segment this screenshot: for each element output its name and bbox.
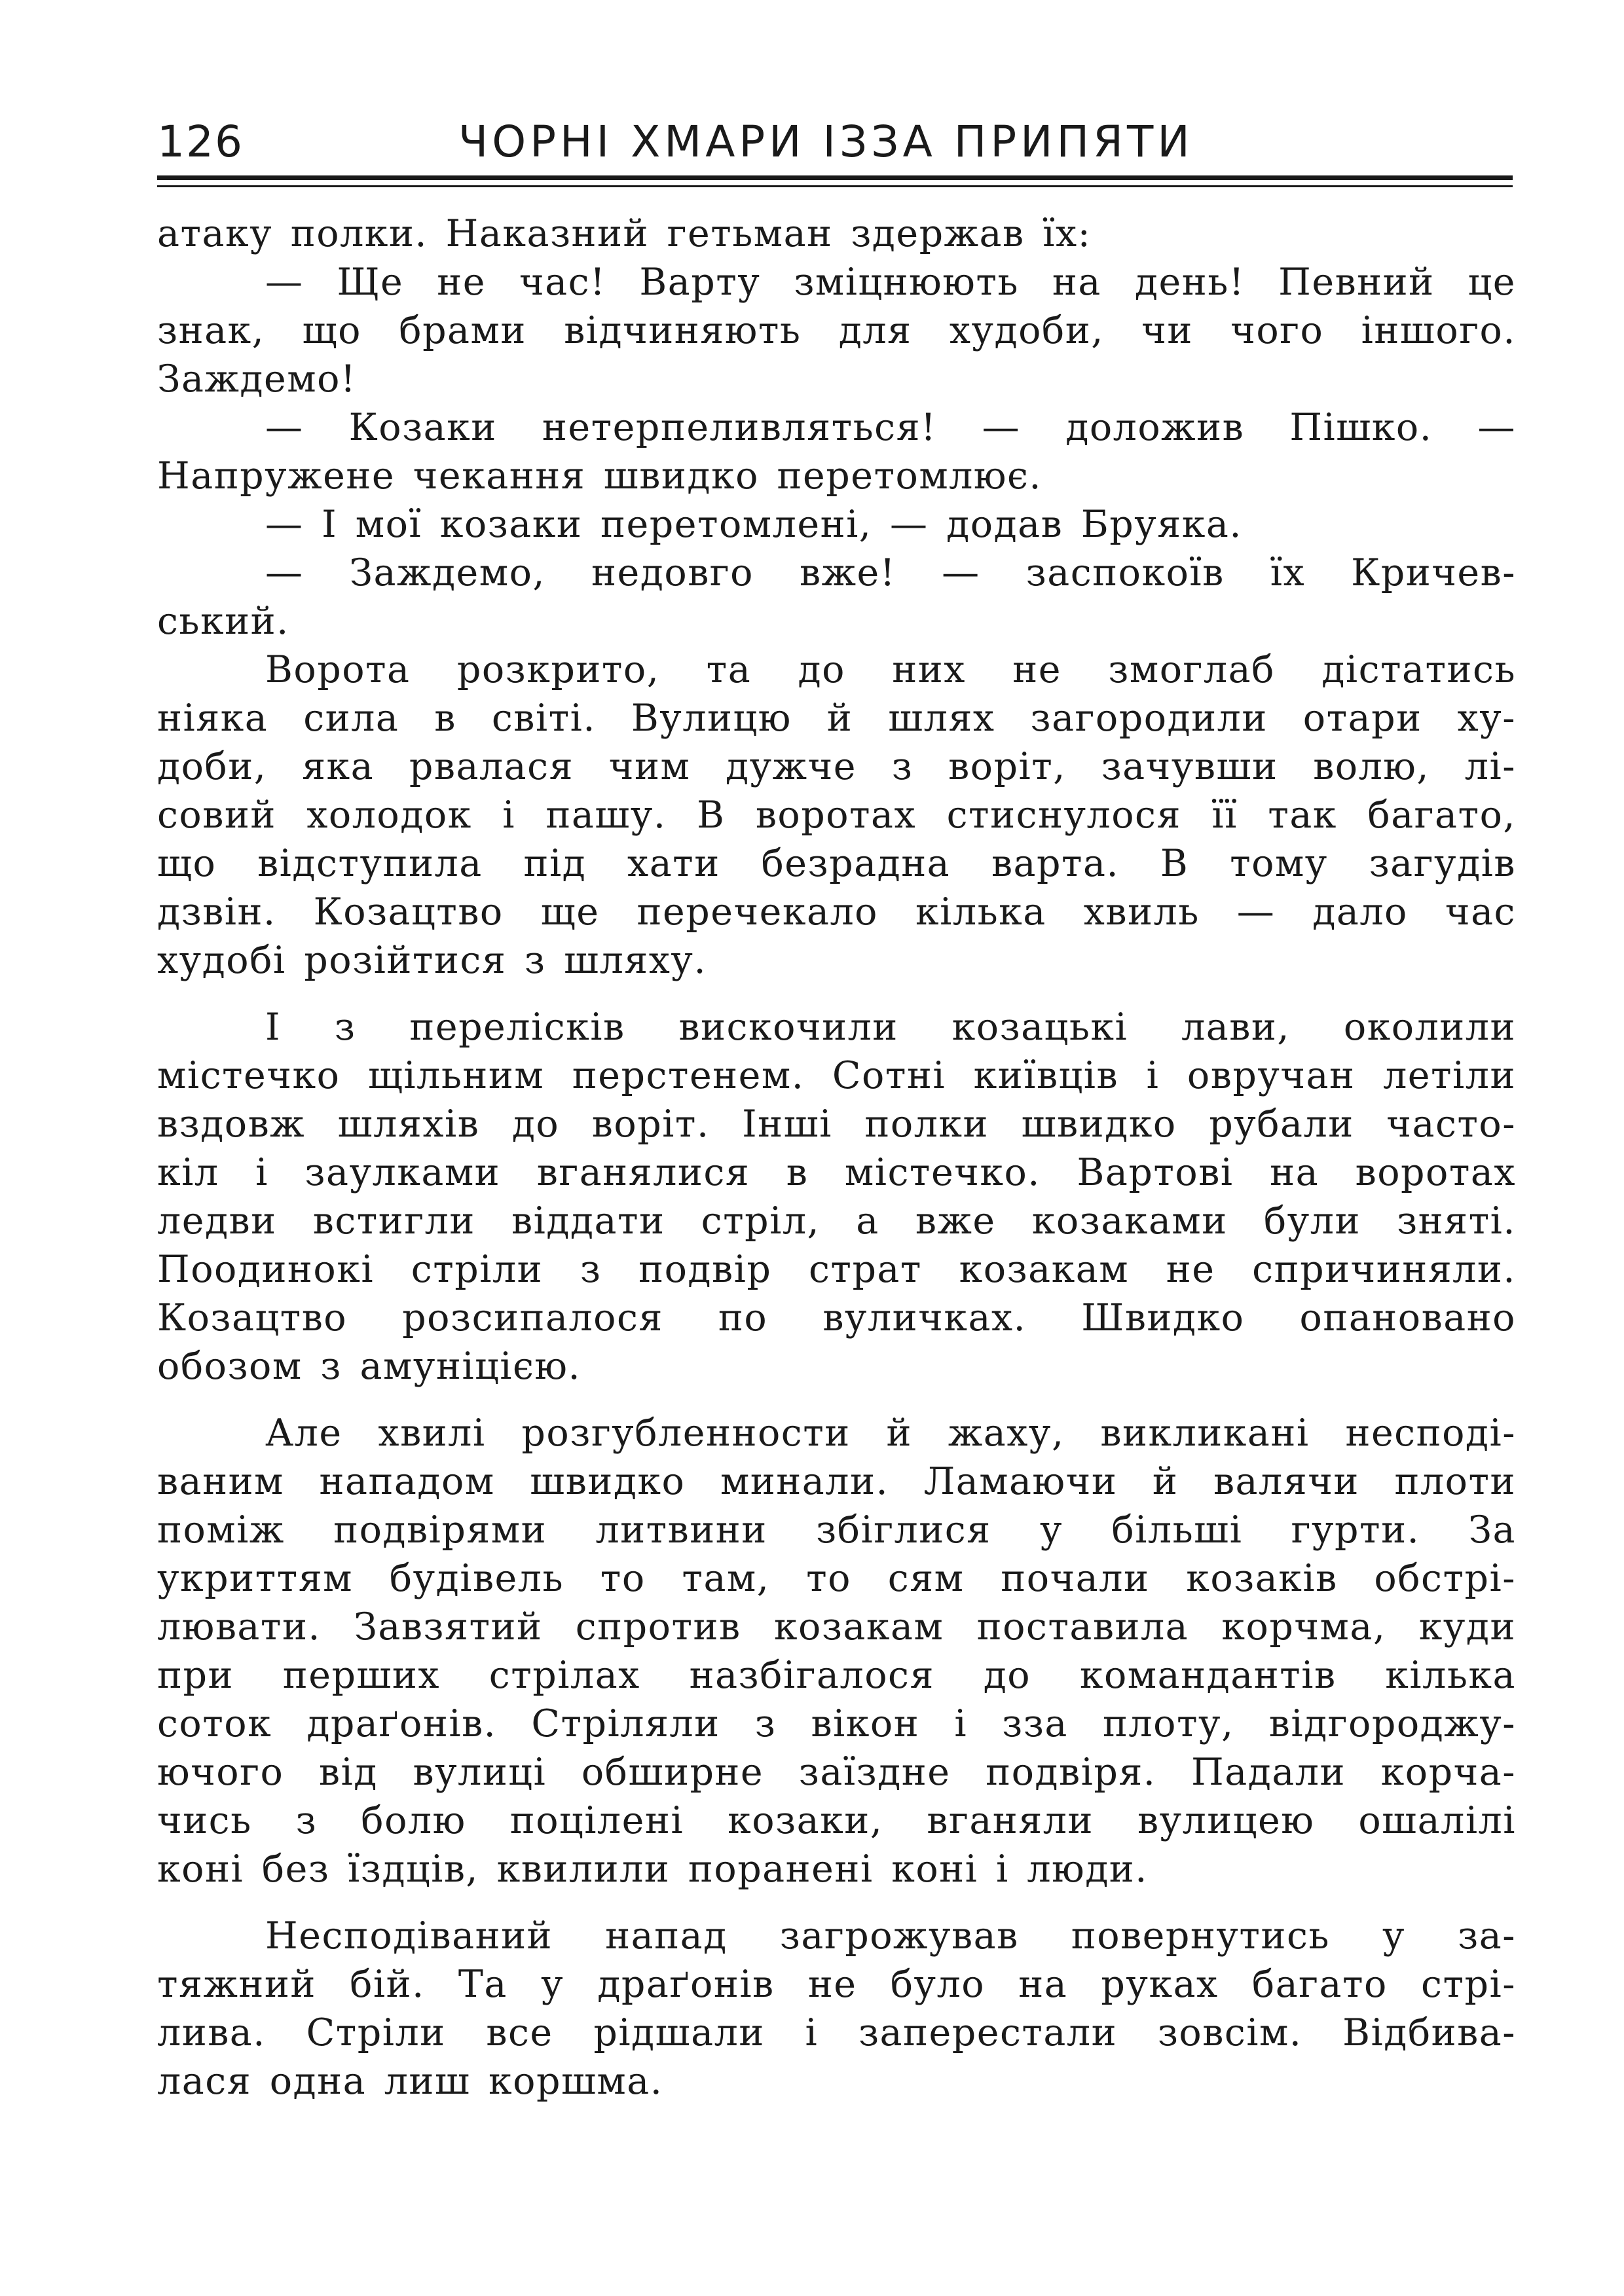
text-line: — Заждемо, недовго вже! — заспокоїв їх Кричев-: [265, 551, 1516, 594]
running-title: ЧОРНІ ХМАРИ ІЗЗА ПРИПЯТИ: [458, 117, 1194, 167]
text-line: коні без їздців, квилили поранені коні і люди.: [157, 1848, 1148, 1891]
page-header: [157, 111, 1513, 170]
text-line: лювати. Завзятий спротив козакам поставила корчма, куди: [157, 1605, 1516, 1649]
text-line: Несподіваний напад загрожував повернутись у за-: [265, 1914, 1516, 1958]
text-line: вздовж шляхів до воріт. Інші полки швидко рубали часто-: [157, 1102, 1516, 1146]
text-line: що відступила під хати безрадна варта. В тому загудів: [157, 842, 1516, 885]
text-line: ніяка сила в світі. Вулицю й шлях загородили отари ху-: [157, 697, 1516, 740]
text-line: соток драґонів. Стріляли з вікон і зза плоту, відгороджу-: [157, 1702, 1516, 1745]
header-rule-thin: [157, 185, 1513, 187]
text-line: дзвін. Козацтво ще перечекало кілька хвиль — дало час: [157, 890, 1516, 934]
text-line: — Ще не час! Варту зміцнюють на день! Певний це: [265, 261, 1516, 304]
text-line: доби, яка рвалася чим дужче з воріт, зачувши волю, лі-: [157, 745, 1516, 788]
text-line: містечко щільним перстенем. Сотні київців і овручан летіли: [157, 1054, 1516, 1097]
paragraph-gap: [157, 1893, 1516, 1912]
text-line: лива. Стріли все рідшали і заперестали зовсім. Відбива-: [157, 2011, 1516, 2054]
text-line: тяжний бій. Та у драґонів не було на руках багато стрі-: [157, 1963, 1516, 2006]
text-line: Заждемо!: [157, 357, 357, 401]
text-line: Але хвилі розгубленности й жаху, викликані несподі-: [265, 1412, 1516, 1455]
text-line: укриттям будівель то там, то сям почали козаків обстрі-: [157, 1557, 1516, 1600]
page-number: 126: [157, 117, 244, 167]
paragraph-gap: [157, 985, 1516, 1003]
text-line: совий холодок і пашу. В воротах стиснулося її так багато,: [157, 793, 1516, 837]
text-line: ський.: [157, 600, 289, 643]
text-line: лася одна лиш коршма.: [157, 2060, 663, 2103]
paragraph-gap: [157, 1391, 1516, 1409]
text-line: при перших стрілах назбігалося до командантів кілька: [157, 1654, 1516, 1697]
text-line: знак, що брами відчиняють для худоби, чи чого іншого.: [157, 309, 1516, 352]
text-line: — І мої козаки перетомлені, — додав Бруяка.: [265, 503, 1242, 546]
text-line: чись з болю поцілені козаки, вганяли вулицею ошалілі: [157, 1799, 1516, 1842]
text-line: атаку полки. Наказний гетьман здержав їх:: [157, 212, 1092, 255]
text-line: поміж подвірями литвини збіглися у більші гурти. За: [157, 1508, 1516, 1552]
text-line: ючого від вулиці обширне заїздне подвіря. Падали корча-: [157, 1751, 1516, 1794]
text-line: ледви встигли віддати стріл, а вже козаками були зняті.: [157, 1199, 1516, 1243]
text-line: ваним нападом швидко минали. Ламаючи й валячи плоти: [157, 1460, 1516, 1503]
text-line: обозом з амуніцією.: [157, 1345, 581, 1388]
text-line: Козацтво розсипалося по вуличках. Швидко опановано: [157, 1296, 1516, 1339]
text-line: кіл і заулками вганялися в містечко. Вартові на воротах: [157, 1151, 1516, 1194]
text-line: І з перелісків вискочили козацькі лави, околили: [265, 1006, 1516, 1049]
body-text: [157, 210, 1516, 2105]
text-line: Поодинокі стріли з подвір страт козакам не спричиняли.: [157, 1248, 1516, 1291]
text-line: Напружене чекання швидко перетомлює.: [157, 454, 1043, 498]
text-line: — Козаки нетерпеливляться! — доложив Пішко. —: [265, 406, 1516, 449]
text-line: худобі розійтися з шляху.: [157, 939, 707, 982]
text-line: Ворота розкрито, та до них не змоглаб дістатись: [265, 648, 1516, 691]
header-rule-thick: [157, 175, 1513, 180]
